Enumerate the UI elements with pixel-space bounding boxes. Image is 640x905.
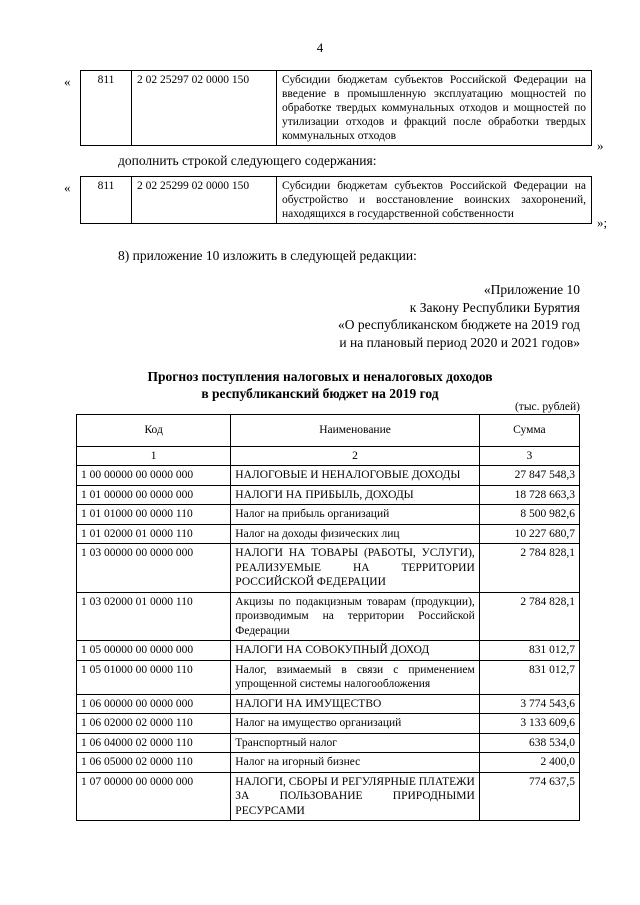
close-quote: » [597,138,604,153]
title-line-2: в республиканский бюджет на 2019 год [201,386,439,401]
row-sum: 3 774 543,6 [479,694,579,714]
row-code: 1 00 00000 00 0000 000 [77,466,231,486]
units-label: (тыс. рублей) [514,401,580,413]
item-8: 8) приложение 10 изложить в следующей редакции: [118,248,417,263]
row-sum: 8 500 982,6 [479,505,579,525]
row-sum: 831 012,7 [479,660,579,694]
header-code: Код [77,415,231,447]
row-code: 1 06 04000 02 0000 110 [77,733,231,753]
table-row [77,544,580,593]
row-sum: 831 012,7 [479,641,579,661]
open-quote: « [64,180,71,195]
row-name: НАЛОГИ НА СОВОКУПНЫЙ ДОХОД [231,641,479,661]
column-number: 1 [77,446,231,466]
row-name: НАЛОГИ НА ПРИБЫЛЬ, ДОХОДЫ [231,485,479,505]
table-row [77,505,580,525]
document-title [100,368,540,402]
appendix-header [338,281,580,351]
row-code: 1 06 02000 02 0000 110 [77,714,231,734]
row-name: Налог на доходы физических лиц [231,524,479,544]
row-name: Налог на прибыль организаций [231,505,479,525]
row-code: 1 05 01000 00 0000 110 [77,660,231,694]
header-name: Наименование [231,415,479,447]
row-code: 1 03 00000 00 0000 000 [77,544,231,593]
appendix-line-4: и на плановый период 2020 и 2021 годов» [339,334,580,350]
amendment-kbk: 2 02 25297 02 0000 150 [132,71,277,146]
table-row [77,714,580,734]
column-number: 3 [479,446,579,466]
row-name: Налог на имущество организаций [231,714,479,734]
table-row [77,660,580,694]
appendix-line-2: к Закону Республики Бурятия [409,299,580,315]
header-sum: Сумма [479,415,579,447]
row-name: Налог, взимаемый в связи с применением упрощенной системы налогообложения [231,660,479,694]
amendment-admin-code: 811 [81,71,132,146]
amendment-table-1 [80,70,592,146]
row-name: НАЛОГИ НА ИМУЩЕСТВО [231,694,479,714]
table-row [77,641,580,661]
appendix-line-1: «Приложение 10 [483,282,580,297]
row-code: 1 01 00000 00 0000 000 [77,485,231,505]
row-name: Акцизы по подакцизным товарам (продукции), производимым на территории Российской Федерации [231,592,479,641]
row-code: 1 05 00000 00 0000 000 [77,641,231,661]
table-row [77,524,580,544]
amendment-kbk: 2 02 25299 02 0000 150 [132,177,277,224]
table-row [77,485,580,505]
row-name: НАЛОГОВЫЕ И НЕНАЛОГОВЫЕ ДОХОДЫ [231,466,479,486]
row-code: 1 06 05000 02 0000 110 [77,753,231,773]
row-name: НАЛОГИ, СБОРЫ И РЕГУЛЯРНЫЕ ПЛАТЕЖИ ЗА ПОЛЬЗОВАНИЕ ПРИРОДНЫМИ РЕСУРСАМИ [231,772,479,821]
table-row [77,694,580,714]
row-sum: 3 133 609,6 [479,714,579,734]
table-row [77,753,580,773]
row-name: НАЛОГИ НА ТОВАРЫ (РАБОТЫ, УСЛУГИ), РЕАЛИЗУЕМЫЕ НА ТЕРРИТОРИИ РОССИЙСКОЙ ФЕДЕРАЦИИ [231,544,479,593]
amendment-table-2 [80,176,592,224]
table-row [77,772,580,821]
row-sum: 18 728 663,3 [479,485,579,505]
column-number: 2 [231,446,479,466]
column-number-row [77,446,580,466]
table-header-row [77,415,580,447]
row-code: 1 01 02000 01 0000 110 [77,524,231,544]
row-sum: 27 847 548,3 [479,466,579,486]
supplement-line: дополнить строкой следующего содержания: [118,153,377,168]
row-sum: 638 534,0 [479,733,579,753]
amendment-text: Субсидии бюджетам субъектов Российской Федерации на введение в промышленную эксплуатацию мощностей по обработке твердых коммунальных отходов и мощностей по утилизации отходов и фракций после обработки твердых коммунальных отходов [277,71,592,146]
amendment-text: Субсидии бюджетам субъектов Российской Федерации на обустройство и восстановление воинских захоронений, находящихся в государственной собственности [277,177,592,224]
row-code: 1 03 02000 01 0000 110 [77,592,231,641]
close-quote: »; [597,215,608,230]
row-sum: 774 637,5 [479,772,579,821]
table-row [77,733,580,753]
table-row [77,466,580,486]
row-sum: 10 227 680,7 [479,524,579,544]
row-sum: 2 784 828,1 [479,544,579,593]
row-sum: 2 400,0 [479,753,579,773]
appendix-line-3: «О республиканском бюджете на 2019 год [337,317,580,332]
row-name: Транспортный налог [231,733,479,753]
revenue-forecast-table [76,414,580,821]
open-quote: « [64,74,71,89]
row-name: Налог на игорный бизнес [231,753,479,773]
page-number: 4 [316,40,324,55]
amendment-admin-code: 811 [81,177,132,224]
row-sum: 2 784 828,1 [479,592,579,641]
row-code: 1 06 00000 00 0000 000 [77,694,231,714]
row-code: 1 07 00000 00 0000 000 [77,772,231,821]
title-line-1: Прогноз поступления налоговых и неналоговых доходов [147,369,493,384]
row-code: 1 01 01000 00 0000 110 [77,505,231,525]
table-row [77,592,580,641]
